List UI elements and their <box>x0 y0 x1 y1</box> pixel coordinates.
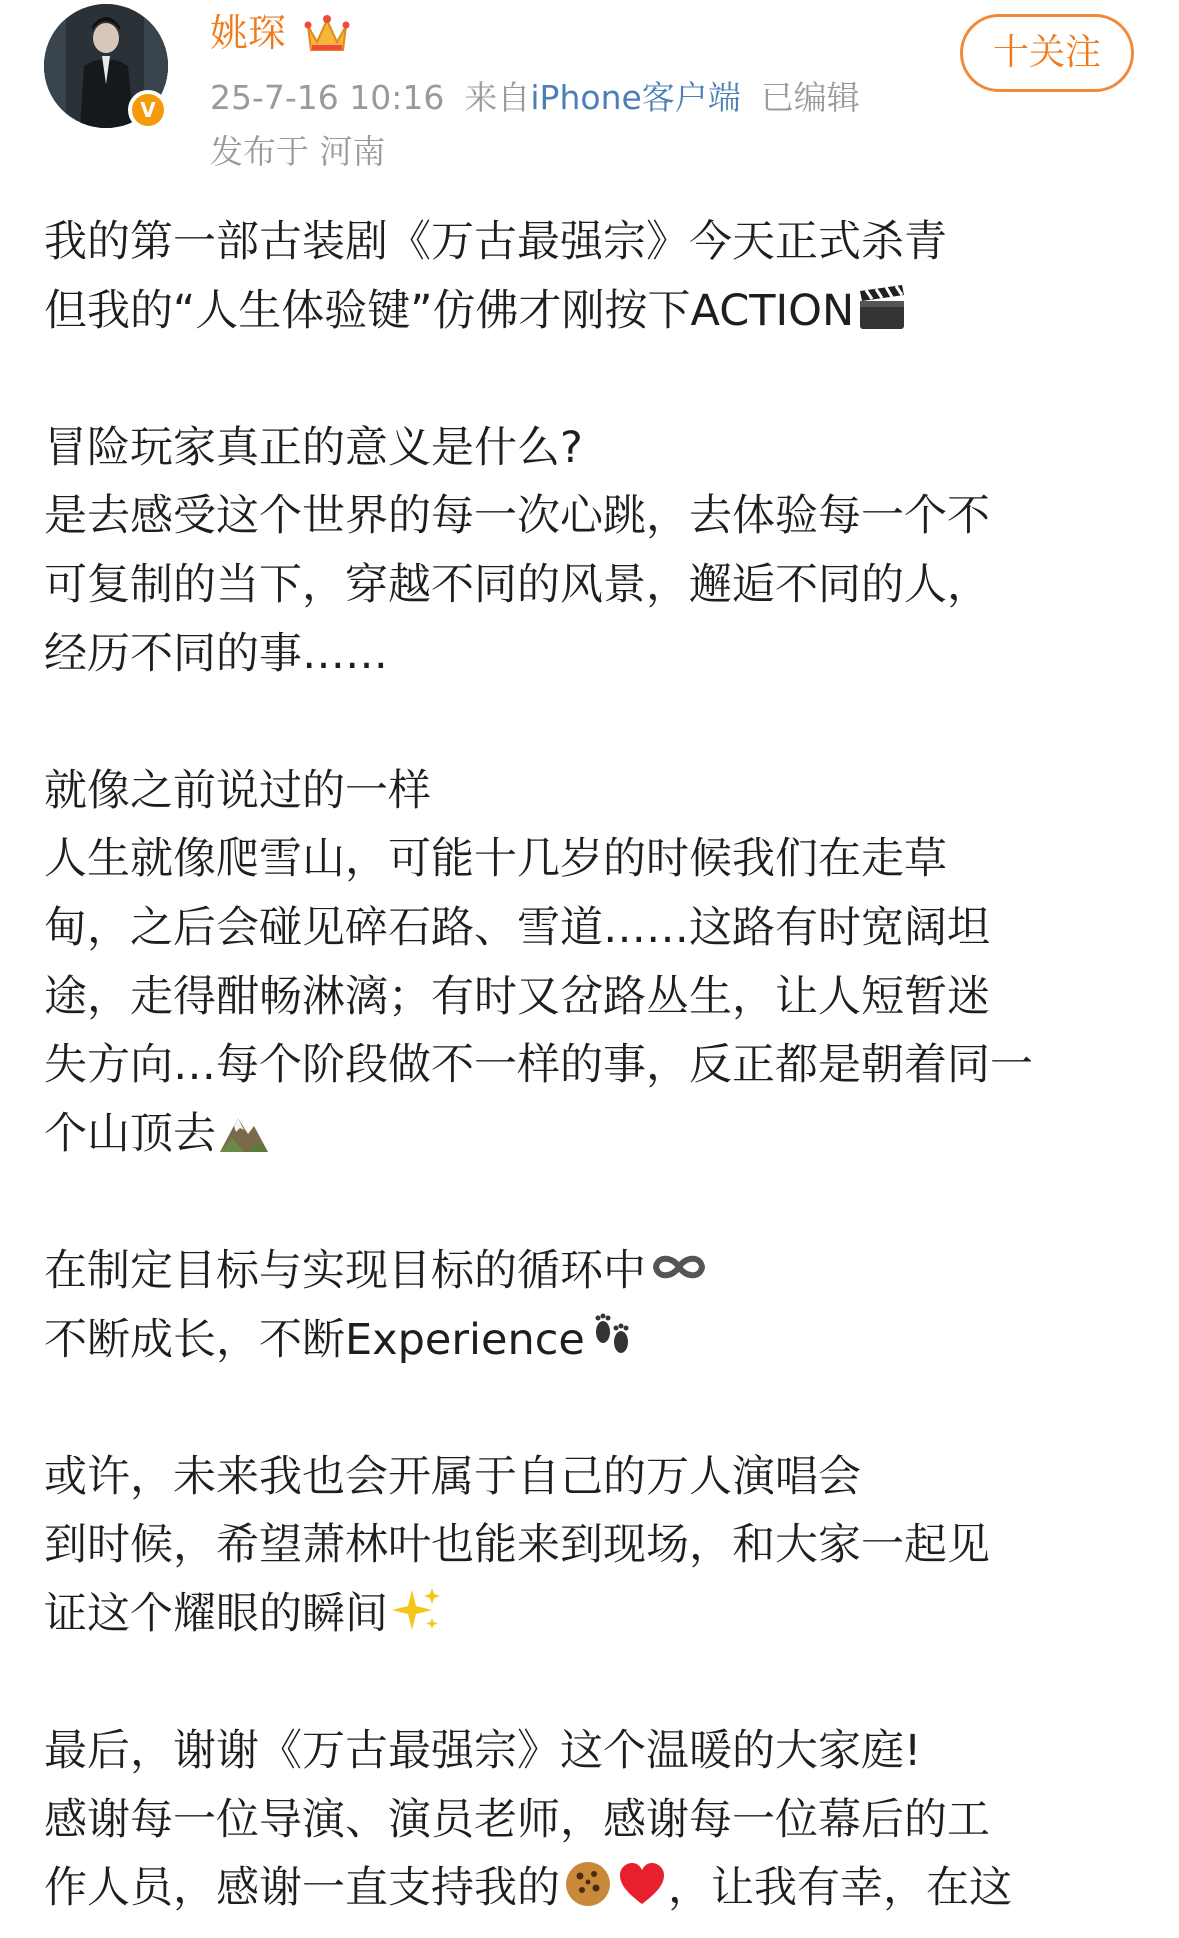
post-line: 甸，之后会碰见碎石路、雪道……这路有时宽阔坦 <box>44 902 990 953</box>
post-line: 冒险玩家真正的意义是什么? <box>44 422 583 473</box>
source-client-link[interactable]: iPhone客户端 <box>530 78 741 117</box>
post-line-blank <box>44 1374 1154 1443</box>
post-line: 证这个耀眼的瞬间 <box>44 1580 1154 1649</box>
post-line: 途，走得酣畅淋漓；有时又岔路丛生，让人短暂迷 <box>44 971 990 1022</box>
post-content <box>44 208 1154 1923</box>
post-line: 最后，谢谢《万古最强宗》这个温暖的大家庭! <box>44 1726 922 1777</box>
post-line: 我的第一部古装剧《万古最强宗》今天正式杀青 <box>44 217 947 267</box>
edited-label[interactable]: 已编辑 <box>760 78 860 117</box>
verified-badge: V <box>128 90 168 130</box>
mountain-icon <box>218 1104 270 1156</box>
post-timestamp: 25-7-16 10:16 <box>210 78 445 117</box>
post-line: 可复制的当下，穿越不同的风景，邂逅不同的人， <box>44 559 990 610</box>
sparkles-icon <box>390 1584 442 1636</box>
post-meta <box>210 76 860 120</box>
post-line: 或许，未来我也会开属于自己的万人演唱会 <box>44 1451 861 1502</box>
post-line: 作人员，感谢一直支持我的 ，让我有幸，在这 <box>44 1854 1154 1923</box>
post-line: 到时候，希望萧林叶也能来到现场，和大家一起见 <box>44 1520 990 1571</box>
post-line-blank <box>44 345 1154 414</box>
source-prefix: 来自 <box>464 78 531 117</box>
post-line: 就像之前说过的一样 <box>44 765 431 816</box>
cookie-icon <box>562 1858 614 1910</box>
post-line: 在制定目标与实现目标的循环中 <box>44 1237 1154 1306</box>
post-location: 发布于 河南 <box>210 132 386 171</box>
post-line: 但我的“人生体验键”仿佛才刚按下ACTION <box>44 277 1154 346</box>
post-line: 人生就像爬雪山，可能十几岁的时候我们在走草 <box>44 834 947 885</box>
post-line-blank <box>44 688 1154 757</box>
post-line: 经历不同的事…… <box>44 628 388 679</box>
post-line-blank <box>44 1648 1154 1717</box>
post-line: 失方向…每个阶段做不一样的事，反正都是朝着同一 <box>44 1040 1033 1091</box>
follow-button[interactable]: 十关注 <box>960 14 1134 92</box>
post-line: 不断成长，不断Experience <box>44 1306 1154 1375</box>
crown-icon <box>304 12 350 56</box>
clapper-board-icon <box>856 281 908 333</box>
infinity-icon <box>648 1241 710 1293</box>
post-header <box>0 0 1179 190</box>
red-heart-icon <box>616 1858 668 1910</box>
footprints-icon <box>587 1310 639 1362</box>
post-line: 个山顶去 <box>44 1100 1154 1169</box>
author-name[interactable]: 姚琛 <box>210 11 287 55</box>
post-line-blank <box>44 1168 1154 1237</box>
post-line: 感谢每一位导演、演员老师，感谢每一位幕后的工 <box>44 1794 990 1845</box>
post-line: 是去感受这个世界的每一次心跳，去体验每一个不 <box>44 491 990 542</box>
